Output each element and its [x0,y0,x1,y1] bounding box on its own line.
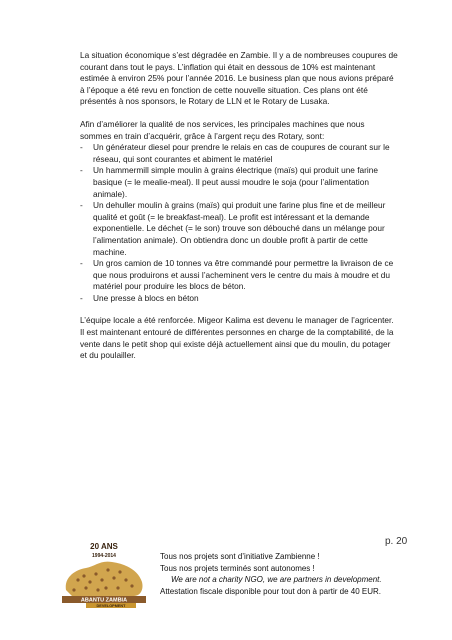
logo-name: ABANTU ZAMBIA [80,597,128,604]
footer-line-initiative: Tous nos projets sont d’initiative Zambienne ! [160,552,320,561]
machines-list [80,142,398,304]
logo-years: 1994-2014 [92,553,116,559]
list-item: - Un gros camion de 10 tonnes va être commandé pour permettre la livraison de ce que nous produirons et aussi l’acheminent vers le centre du mais à moudre et du matériel pour produire les blocs de béton. [80,258,394,292]
logo-anniversary: 20 ANS [90,542,118,551]
list-item: - Un générateur diesel pour prendre le relais en cas de coupures de courant sur le réseau, qui sont courantes et abiment le matériel [80,142,390,164]
footer-line-tax: Attestation fiscale disponible pour tout don à partir de 40 EUR. [160,586,382,596]
page-number: p. 20 [385,536,408,547]
logo-subtitle: DEVELOPMENT [96,604,126,608]
abantu-zambia-logo [56,540,152,608]
footer [160,551,412,597]
footer-line-autonomous: Tous nos projets terminés sont autonomes ! [160,563,315,573]
body-text [80,50,398,373]
footer-line-partners: We are not a charity NGO, we are partners in development. [171,575,382,584]
list-item: - Une presse à blocs en béton [80,292,199,303]
list-item: - Un hammermill simple moulin à grains électrique (maïs) qui produit une farine basique (= le mealie-meal). Il peut aussi moudre le soja (pour l’alimentation animale). [80,165,378,199]
paragraph-machines-intro: Afin d’améliorer la qualité de nos services, les principales machines que nous sommes en train d’acquérir, grâce à l’argent reçu des Rotary, sont: [80,118,365,141]
paragraph-situation: La situation économique s’est dégradée en Zambie. Il y a de nombreuses coupures de courant dans tout le pays. L’inflation qui était en dessous de 10% est maintenant estimée à environ 25% pour l’année 2016. Le business plan que nous avions préparé à l’époque a été revu en fonction de cette nouvelle situation. Ces plans ont été présentés à nos sponsors, le Rotary de LLN et le Rotary de Lusaka. [80,50,398,107]
paragraph-team: L’équipe locale a été renforcée. Migeor Kalima est devenu le manager de l’agricenter. Il est maintenant entouré de différentes personnes en charge de la comptabilité, de la vente dans le petit shop qui existe déjà actuellement ainsi que du moulin, du potager et du poulailler. [80,315,394,361]
list-item: - Un dehuller moulin à grains (maïs) qui produit une farine plus fine et de meilleur qualité et goût (= le breakfast-meal). Le profit est intéressant et la demande exponentielle. Le déchet (= le son) trouve son débouché dans un mélange pour l’alimentation animale). On obtiendra donc un double profit à partir de cette machine. [80,200,386,257]
